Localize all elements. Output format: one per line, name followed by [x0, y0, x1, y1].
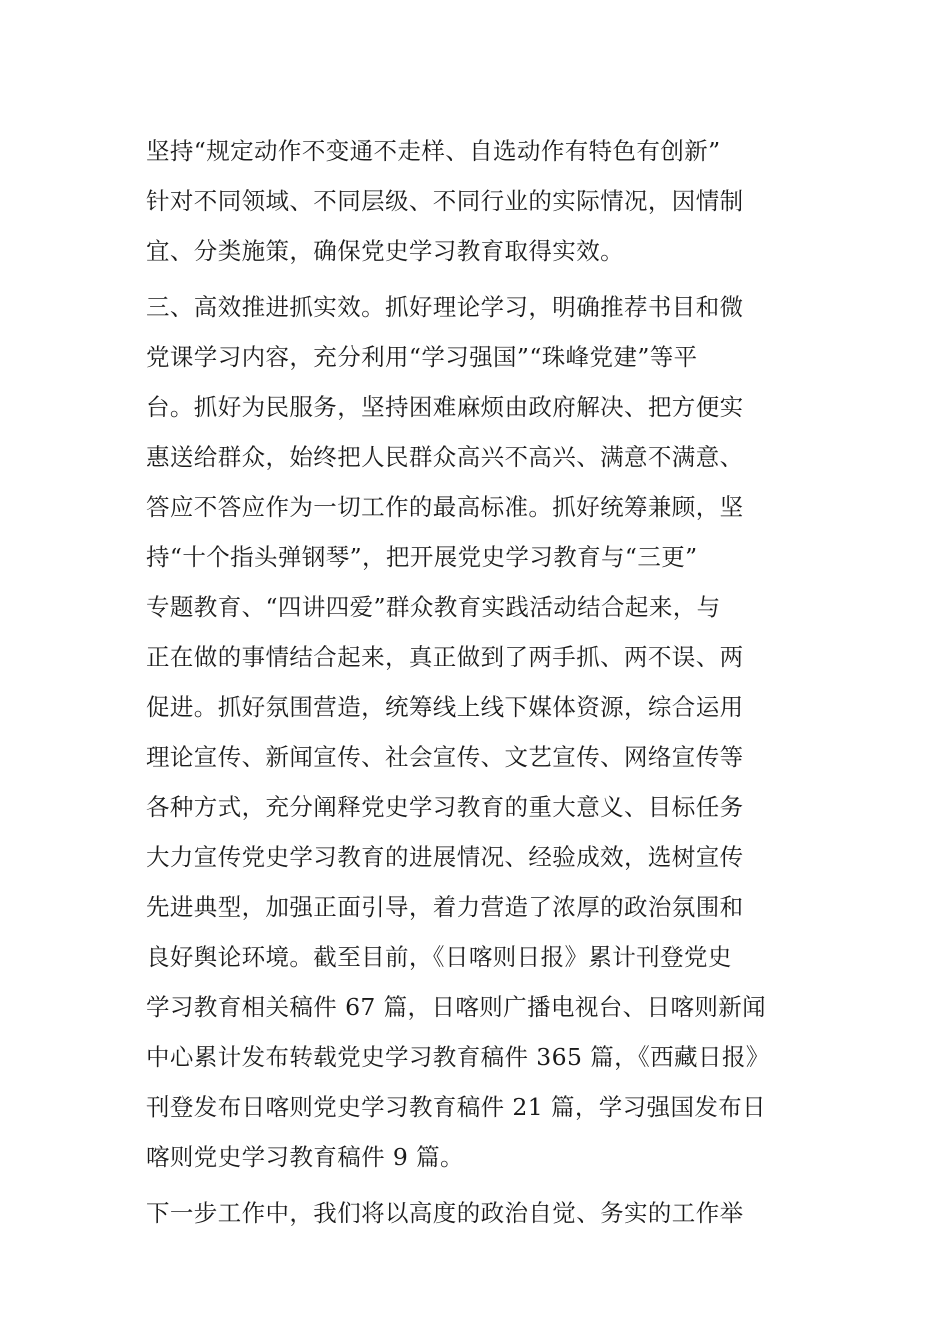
text-line: 专题教育、“四讲四爱”群众教育实践活动结合起来，与	[146, 593, 721, 621]
text-line: 党课学习内容，充分利用“学习强国”“珠峰党建”等平	[146, 343, 698, 371]
text-line: 良好舆论环境。截至目前，《日喀则日报》累计刊登党史	[146, 943, 732, 971]
text-line: 坚持“规定动作不变通不走样、自选动作有特色有创新”	[146, 137, 721, 165]
text-line: 喀则党史学习教育稿件 9 篇。	[146, 1143, 464, 1171]
text-line: 正在做的事情结合起来，真正做到了两手抓、两不误、两	[146, 643, 744, 671]
text-line: 下一步工作中，我们将以高度的政治自觉、务实的工作举	[146, 1199, 744, 1227]
text-line: 三、高效推进抓实效。抓好理论学习，明确推荐书目和微	[146, 293, 744, 321]
text-line: 刊登发布日喀则党史学习教育稿件 21 篇，学习强国发布日	[146, 1093, 767, 1121]
text-line: 台。抓好为民服务，坚持困难麻烦由政府解决、把方便实	[146, 393, 744, 421]
paragraph	[146, 1188, 826, 1238]
text-line: 答应不答应作为一切工作的最高标准。抓好统筹兼顾，坚	[146, 493, 744, 521]
text-line: 学习教育相关稿件 67 篇，日喀则广播电视台、日喀则新闻	[146, 993, 767, 1021]
text-line: 中心累计发布转载党史学习教育稿件 365 篇，《西藏日报》	[146, 1043, 770, 1071]
text-line: 理论宣传、新闻宣传、社会宣传、文艺宣传、网络宣传等	[146, 743, 744, 771]
text-line: 针对不同领域、不同层级、不同行业的实际情况，因情制	[146, 187, 744, 215]
text-line: 促进。抓好氛围营造，统筹线上线下媒体资源，综合运用	[146, 693, 744, 721]
text-line: 大力宣传党史学习教育的进展情况、经验成效，选树宣传	[146, 843, 744, 871]
text-line: 惠送给群众，始终把人民群众高兴不高兴、满意不满意、	[146, 443, 744, 471]
text-line: 各种方式，充分阐释党史学习教育的重大意义、目标任务	[146, 793, 744, 821]
text-line: 宜、分类施策，确保党史学习教育取得实效。	[146, 237, 624, 265]
paragraph	[146, 282, 826, 1182]
text-line: 先进典型，加强正面引导，着力营造了浓厚的政治氛围和	[146, 893, 744, 921]
text-line: 持“十个指头弹钢琴”，把开展党史学习教育与“三更”	[146, 543, 698, 571]
body-text	[146, 126, 826, 1238]
paragraph	[146, 126, 826, 276]
